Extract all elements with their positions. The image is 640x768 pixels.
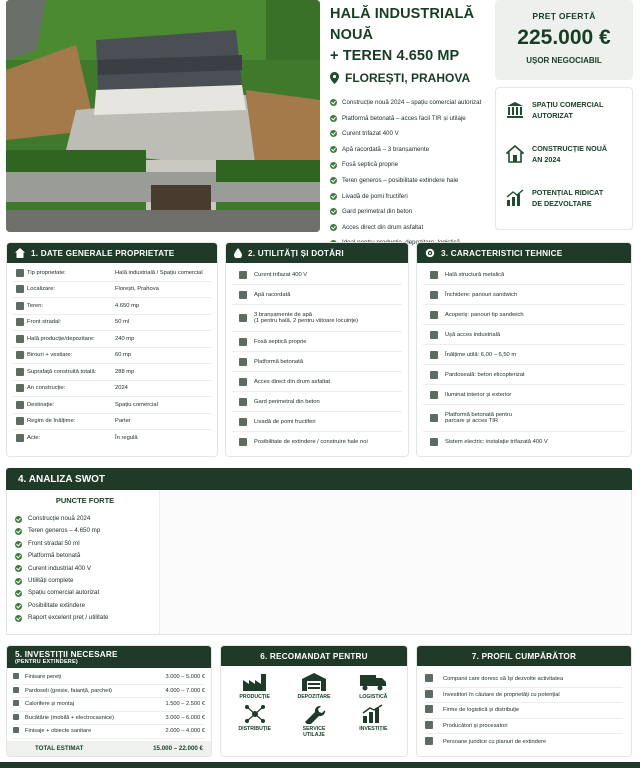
ruler-icon [16,318,24,326]
buyer-profile-card [416,645,632,757]
general-row: Regim de înălțime: Parter [13,414,211,431]
general-row: Acte: În regulă [13,430,211,447]
door-icon [430,331,438,339]
feature-item: Apă racordată – 3 branșamente [330,142,490,158]
levels-icon [16,417,24,425]
technical-row: Iluminat interior și exterior [423,385,625,405]
property-aerial-photo [6,0,320,232]
price-label: PREȚ OFERTĂ [532,11,596,21]
gear-icon [425,248,435,258]
check-icon [330,99,337,106]
technical-row: Platformă betonată pentru parcare și acces TIR [423,405,625,432]
target-icon [16,401,24,409]
general-row: Tip proprietate: Hală industrială / Spațiu comercial [13,265,211,282]
utility-row: 3 branșamente de apă (1 pentru hală, 2 pentru viitoare locuințe) [232,305,402,332]
technical-row: Ușă acces industrială [423,325,625,345]
lightning-icon [239,271,247,279]
general-row: Hală producție/depozitare: 240 mp [13,331,211,348]
structure-icon [430,271,438,279]
technical-row: Pardoseală: beton elicopterizat [423,365,625,385]
recommended-title: 6. RECOMANDAT PENTRU [260,651,368,661]
strength-item: Construcție nouă 2024 [15,513,155,525]
technical-row: Sistem electric: instalație trifazată 400 V [423,432,625,452]
general-title: 1. DATE GENERALE PROPRIETATE [31,248,175,258]
platform-icon [239,358,247,366]
check-icon [15,578,22,585]
strength-item: Teren generos – 4.650 mp [15,525,155,537]
utility-row: Livadă de pomi fructiferi [232,412,402,432]
home-icon [15,248,25,258]
feature-list [330,95,490,251]
investment-row: Calorifere și montaj 1.500 – 2.500 € [13,698,205,712]
electric-icon [430,438,438,446]
strength-item: Utilități complete [15,575,155,587]
feature-item: Fosă septică proprie [330,157,490,173]
feature-item: Teren generos – posibilitate extindere hale [330,173,490,189]
expand-icon [239,438,247,446]
parking-icon [430,414,438,422]
building-icon [16,269,24,277]
map-pin-icon [330,72,339,84]
check-icon [330,208,337,215]
investment-row: Finisare pereți 3.000 – 5.000 € [13,671,205,685]
paint-icon [13,673,19,679]
listing-location [330,71,490,85]
utility-row: Curent trifazat 400 V [232,265,402,285]
investments-subtitle: (PENTRU EXTINDERE) [15,658,78,665]
swot-title: 4. ANALIZA SWOT [6,468,632,490]
bath-icon [13,727,19,733]
check-icon [330,130,337,137]
panel-icon [430,291,438,299]
bank-icon [506,101,524,119]
investment-total: TOTAL ESTIMAT 15.000 – 22.000 € [7,741,211,757]
fence-icon [239,398,247,406]
investment-row: Finisaje + obiecte sanitare 2.000 – 4.000 € [13,725,205,739]
truck-icon [359,672,387,692]
price-note: UȘOR NEGOCIABIL [526,56,602,65]
land-icon [16,302,24,310]
factory-icon [242,672,268,692]
check-icon [15,603,22,610]
swot-body [6,490,632,635]
utilities-title: 2. UTILITĂȚI ȘI DOTĂRI [248,248,344,258]
recommended-item: DEPOZITARE [284,672,343,700]
check-icon [15,553,22,560]
technical-row: Hală structură metalică [423,265,625,285]
feature-item: Platformă betonată – acces facil TIR și utilaje [330,111,490,127]
buyer-row: Investitori în căutare de proprietăți cu potențial [425,688,623,704]
buyer-row: Companii care doresc să își dezvolte activitatea [425,672,623,688]
benefits-box [495,87,633,230]
general-row: Destinație: Spațiu comercial [13,397,211,414]
general-row: Birouri + vestiare: 60 mp [13,348,211,365]
technical-title: 3. CARACTERISTICI TEHNICE [441,248,563,258]
price-value: 225.000 € [517,26,611,49]
buyer-row: Persoane juridice cu planuri de extindere [425,734,623,750]
strength-item: Spațiu comercial autorizat [15,587,155,599]
price-box [495,0,633,80]
wrench-icon [302,704,326,724]
general-row: Localizare: Florești, Prahova [13,282,211,299]
feature-item: Gard perimetral din beton [330,204,490,220]
strength-item: Posibilitate extindere [15,600,155,612]
recommended-item: INVESTIȚIE [344,704,403,738]
tank-icon [239,338,247,346]
general-row: An construcție: 2024 [13,381,211,398]
document-icon [16,434,24,442]
water-drop-icon [234,248,242,258]
investment-row: Pardoseli (gresie, faianță, parchet) 4.000 – 7.000 € [13,685,205,699]
utilities-card [225,242,409,457]
strength-item: Front stradal 50 ml [15,538,155,550]
office-icon [16,351,24,359]
logistics-icon [425,705,433,713]
check-icon [330,224,337,231]
recommended-item: DISTRIBUȚIE [225,704,284,738]
check-icon [15,565,22,572]
check-icon [330,146,337,153]
utility-row: Platformă betonată [232,352,402,372]
footer-strip [0,762,640,768]
listing-summary [330,4,490,251]
utility-row: Acces direct din drum asfaltat [232,372,402,392]
tiles-icon [13,687,19,693]
company-icon [425,674,433,682]
feature-item: Curent trifazat 400 V [330,126,490,142]
buyer-row: Producători și procesatori [425,719,623,735]
check-icon [330,115,337,122]
buyer-title: 7. PROFIL CUMPĂRĂTOR [471,651,577,661]
calendar-icon [16,384,24,392]
kitchen-icon [13,714,19,720]
check-icon [15,590,22,597]
general-row: Front stradal: 50 ml [13,315,211,332]
check-icon [15,615,22,622]
pipe-icon [239,314,247,322]
utility-row: Posibilitate de extindere / construire hale noi [232,432,402,452]
recommended-item: LOGISTICĂ [344,672,403,700]
strength-item: Raport excelent preț / utilitate [15,612,155,624]
listing-title-line2: + TEREN 4.650 MP [330,48,460,64]
lightbulb-icon [430,391,438,399]
utility-row: Fosă septică proprie [232,332,402,352]
general-row: Suprafață construită totală: 288 mp [13,364,211,381]
location-label: FLOREȘTI, PRAHOVA [345,71,471,85]
producer-icon [425,721,433,729]
check-icon [15,516,22,523]
radiator-icon [13,700,19,706]
strength-item: Platformă betonată [15,550,155,562]
investor-icon [425,690,433,698]
height-icon [430,351,438,359]
technical-card [416,242,632,457]
strength-item: Curent industrial 400 V [15,563,155,575]
feature-item: Acces direct din drum asfaltat [330,220,490,236]
recommended-item: SERVICE UTILAJE [284,704,343,738]
technical-row: Acoperiș: panouri tip sandwich [423,305,625,325]
strengths-column [15,496,155,625]
recommended-card [220,645,408,757]
strengths-title: PUNCTE FORTE [55,496,115,505]
check-icon [15,528,22,535]
utility-row: Gard perimetral din beton [232,392,402,412]
roof-icon [430,311,438,319]
feature-item: Livadă de pomi fructiferi [330,189,490,205]
benefit-item: POTENȚIAL RIDICAT DE DEZVOLTARE [496,176,632,220]
investments-card [6,645,212,757]
check-icon [15,541,22,548]
investments-title: 5. INVESTIȚII NECESARE [15,649,118,659]
growth-chart-icon [506,189,524,207]
pin-icon [16,285,24,293]
investment-row: Bucătărie (mobilă + electrocasnice) 3.000 – 6.000 € [13,712,205,726]
area-icon [16,368,24,376]
check-icon [330,193,337,200]
benefit-item: SPAȚIU COMERCIAL AUTORIZAT [496,88,632,132]
technical-row: Închidere: panouri sandwich [423,285,625,305]
utility-row: Apă racordată [232,285,402,305]
bar-chart-icon [361,704,385,724]
general-row: Teren: 4.650 mp [13,298,211,315]
strengths-list [15,513,155,625]
warehouse-icon [301,672,327,692]
listing-title-line1: HALĂ INDUSTRIALĂ NOUĂ [330,6,475,43]
benefit-item: CONSTRUCȚIE NOUĂ AN 2024 [496,132,632,176]
recommended-item: PRODUCȚIE [225,672,284,700]
tree-icon [239,418,247,426]
house-icon [506,145,524,163]
floor-icon [430,371,438,379]
warehouse-icon [16,335,24,343]
road-icon [239,378,247,386]
buyer-row: Firme de logistică și distribuție [425,703,623,719]
water-icon [239,291,247,299]
general-data-card [6,242,218,457]
swot-empty-area [159,490,631,634]
check-icon [330,162,337,169]
network-icon [243,704,267,724]
technical-row: Înălțime utilă: 6,00 – 6,50 m [423,345,625,365]
check-icon [330,177,337,184]
feature-item: Construcție nouă 2024 – spațiu comercial autorizat [330,95,490,111]
people-icon [425,737,433,745]
